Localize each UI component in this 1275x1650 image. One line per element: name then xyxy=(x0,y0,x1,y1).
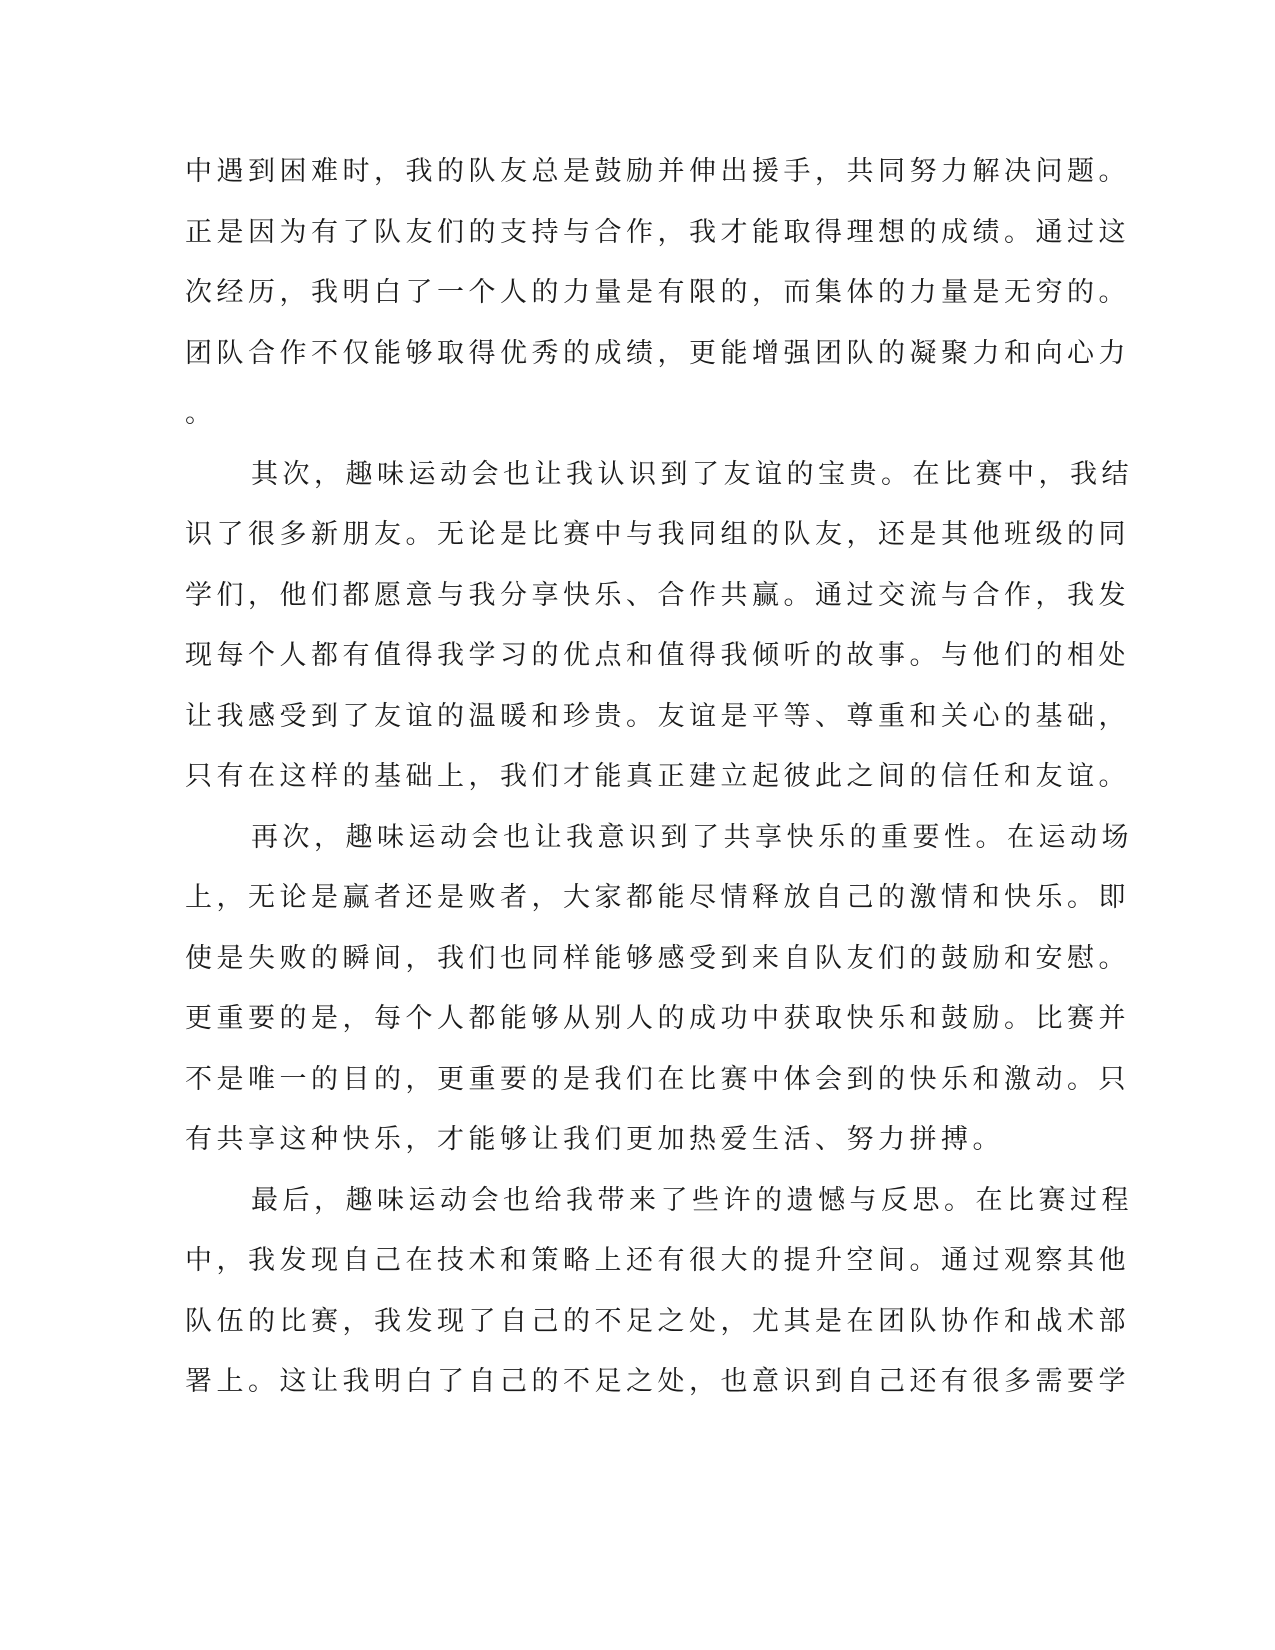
text-line: 。 xyxy=(185,398,217,429)
text-line: 上，无论是赢者还是败者，大家都能尽情释放自己的激情和快乐。即 xyxy=(185,882,1130,913)
text-line: 现每个人都有值得我学习的优点和值得我倾听的故事。与他们的相处 xyxy=(185,640,1130,671)
text-line: 只有在这样的基础上，我们才能真正建立起彼此之间的信任和友谊。 xyxy=(185,761,1130,792)
text-line: 署上。这让我明白了自己的不足之处，也意识到自己还有很多需要学 xyxy=(185,1366,1130,1397)
text-line: 中遇到困难时，我的队友总是鼓励并伸出援手，共同努力解决问题。 xyxy=(185,156,1130,187)
text-line: 使是失败的瞬间，我们也同样能够感受到来自队友们的鼓励和安慰。 xyxy=(185,942,1130,974)
paragraph-first-line: 再次，趣味运动会也让我意识到了共享快乐的重要性。在运动场 xyxy=(251,821,1133,853)
text-line: 让我感受到了友谊的温暖和珍贵。友谊是平等、尊重和关心的基础， xyxy=(185,700,1130,732)
text-line: 识了很多新朋友。无论是比赛中与我同组的队友，还是其他班级的同 xyxy=(185,519,1130,550)
text-line: 有共享这种快乐，才能够让我们更加热爱生活、努力拼搏。 xyxy=(185,1124,1004,1155)
text-line: 更重要的是，每个人都能够从别人的成功中获取快乐和鼓励。比赛并 xyxy=(185,1003,1130,1034)
text-line: 正是因为有了队友们的支持与合作，我才能取得理想的成绩。通过这 xyxy=(185,216,1130,248)
paragraph-first-line: 其次，趣味运动会也让我认识到了友谊的宝贵。在比赛中，我结 xyxy=(251,458,1133,490)
text-line: 团队合作不仅能够取得优秀的成绩，更能增强团队的凝聚力和向心力 xyxy=(185,337,1130,369)
text-line: 队伍的比赛，我发现了自己的不足之处，尤其是在团队协作和战术部 xyxy=(185,1305,1130,1337)
text-line: 次经历，我明白了一个人的力量是有限的，而集体的力量是无穷的。 xyxy=(185,277,1130,308)
text-line: 不是唯一的目的，更重要的是我们在比赛中体会到的快乐和激动。只 xyxy=(185,1063,1130,1095)
paragraph-first-line: 最后，趣味运动会也给我带来了些许的遗憾与反思。在比赛过程 xyxy=(251,1184,1133,1216)
text-line: 中，我发现自己在技术和策略上还有很大的提升空间。通过观察其他 xyxy=(185,1245,1130,1276)
document-body xyxy=(185,142,1133,1413)
text-line: 学们，他们都愿意与我分享快乐、合作共赢。通过交流与合作，我发 xyxy=(185,579,1130,611)
